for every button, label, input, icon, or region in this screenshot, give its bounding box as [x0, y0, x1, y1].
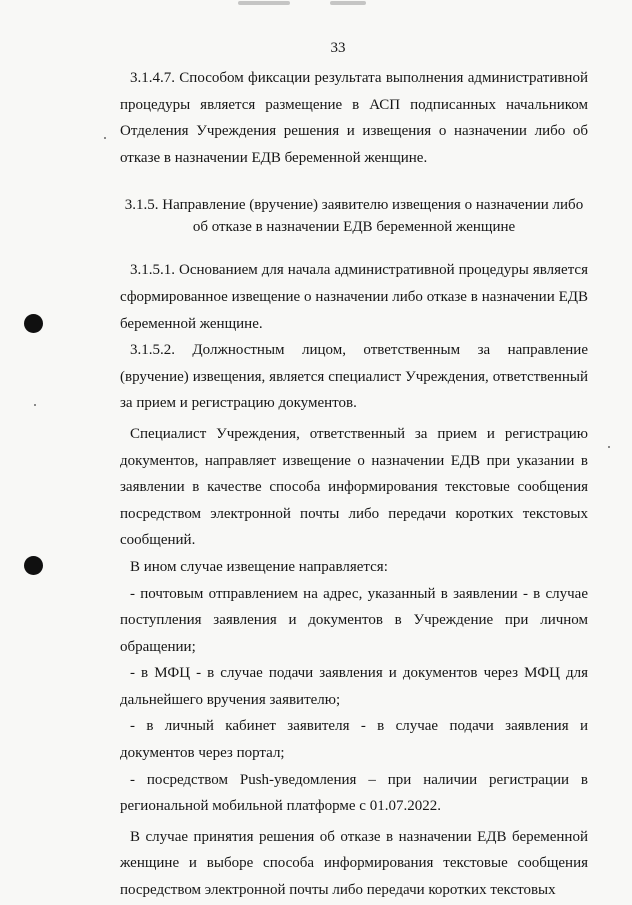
- paragraph-3-1-4-7: 3.1.4.7. Способом фиксации результата выполнения административной процедуры является размещение в АСП подписанных начальником Отделения Учреждения решения и извещения о назначении либо об отказе в назначении ЕДВ беременной женщине.: [120, 70, 588, 166]
- heading-line: об отказе в назначении ЕДВ беременной женщине: [192, 219, 516, 236]
- heading-line: 3.1.5. Направление (вручение) заявителю извещения о назначении либо: [124, 197, 584, 214]
- paragraph-3-1-5-2: 3.1.5.2. Должностным лицом, ответственным за направление (вручение) извещения, является специалист Учреждения, ответственный за прием и регистрацию документов.: [120, 342, 588, 412]
- scan-speck: [104, 137, 106, 139]
- list-item-personal-cabinet: - в личный кабинет заявителя - в случае подачи заявления и документов через портал;: [120, 718, 588, 762]
- list-item-push: - посредством Push-уведомления – при наличии регистрации в региональной мобильной платформе с 01.07.2022.: [120, 771, 588, 815]
- punch-hole-upper: [24, 314, 43, 333]
- paragraph-3-1-5-1: 3.1.5.1. Основанием для начала административной процедуры является сформированное извещение о назначении либо отказе в назначении ЕДВ беременной женщине.: [120, 262, 588, 332]
- paragraph-other-case: В ином случае извещение направляется:: [130, 558, 388, 575]
- paragraph-specialist: Специалист Учреждения, ответственный за прием и регистрацию документов, направляет извещение о назначении ЕДВ при указании в заявлении в качестве способа информирования текстовые сообщения посредством электронной почты либо передачи коротких текстовых сообщений.: [120, 425, 588, 549]
- section-heading-3-1-5: [120, 194, 588, 238]
- document-body: [120, 65, 588, 904]
- punch-hole-lower: [24, 556, 43, 575]
- scan-artifact-top: [0, 0, 632, 10]
- scan-speck: [608, 446, 610, 448]
- paragraph-refusal-case: В случае принятия решения об отказе в назначении ЕДВ беременной женщине и выборе способа информирования текстовые сообщения посредством электронной почты либо передачи коротких текстовых: [120, 828, 588, 899]
- list-item-postal: - почтовым отправлением на адрес, указанный в заявлении - в случае поступления заявления и документов в Учреждение при личном обращении;: [120, 585, 588, 655]
- list-item-mfc: - в МФЦ - в случае подачи заявления и документов через МФЦ для дальнейшего вручения заявителю;: [120, 665, 588, 708]
- page-number: 33: [330, 40, 346, 56]
- scan-speck: [34, 404, 36, 406]
